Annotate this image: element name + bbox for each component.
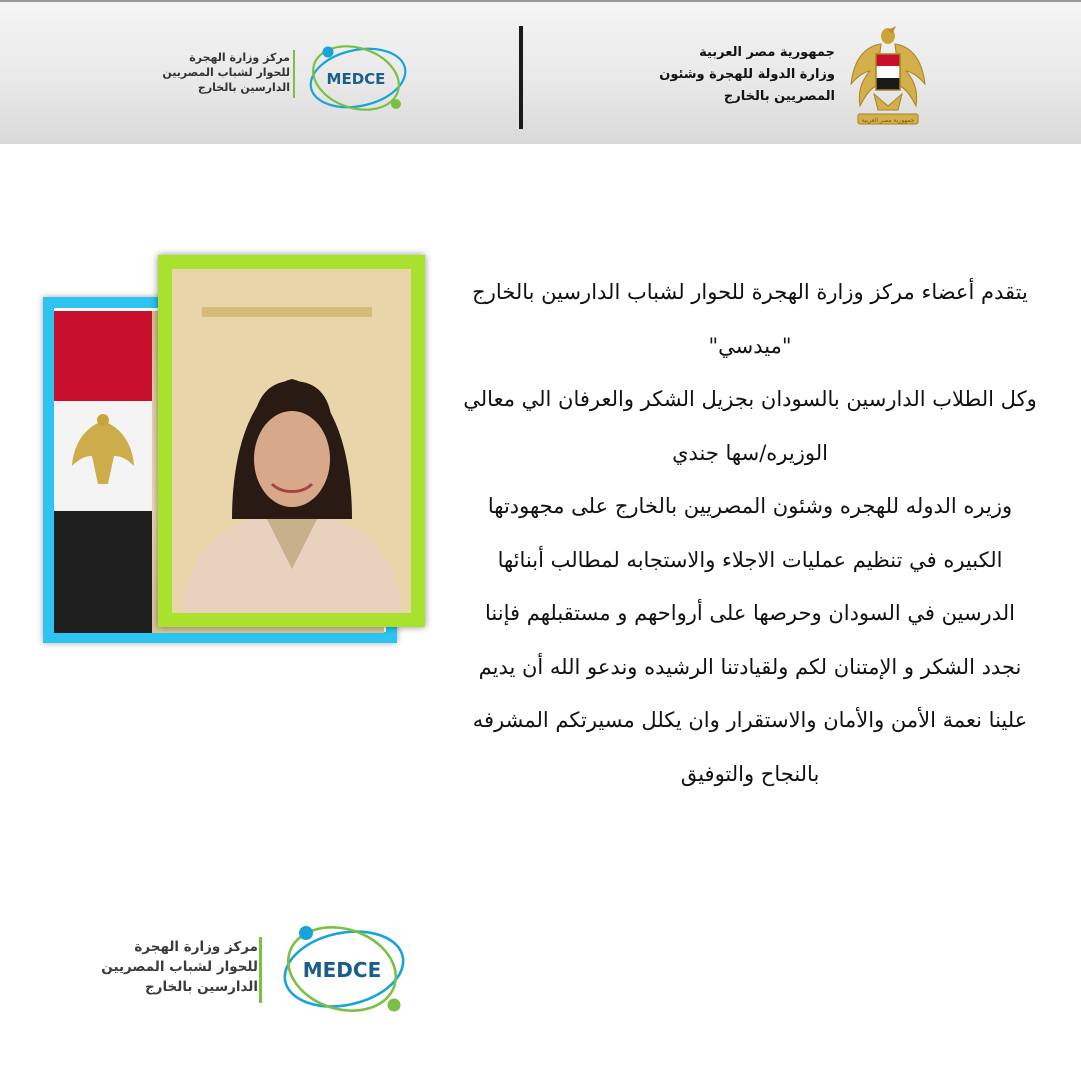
medce-name-line: مركز وزارة الهجرة bbox=[189, 51, 290, 64]
photo-collage bbox=[40, 255, 425, 655]
message-line: وزيره الدوله للهجره وشئون المصريين بالخارج على مجهودتها bbox=[487, 494, 1013, 518]
message-line: علينا نعمة الأمن والأمان والاستقرار وان يكلل مسيرتكم المشرفه bbox=[472, 708, 1028, 732]
ministry-line: وزارة الدولة للهجرة وشئون bbox=[659, 67, 835, 82]
flag-eagle-icon bbox=[54, 406, 152, 506]
medce-name-bottom bbox=[80, 937, 258, 997]
medce-name-line: الدارسين بالخارج bbox=[144, 979, 258, 995]
message-line: الوزيره/سها جندي bbox=[672, 440, 828, 465]
ministry-name bbox=[585, 42, 835, 108]
medce-name-line: الدارسين بالخارج bbox=[197, 81, 290, 94]
medce-logo-icon bbox=[300, 38, 412, 116]
message-line: وكل الطلاب الدارسين بالسودان بجزيل الشكر والعرفان الي معالي bbox=[463, 387, 1037, 411]
logo-divider bbox=[293, 50, 295, 98]
egypt-eagle-emblem-icon bbox=[848, 24, 928, 128]
logo-divider bbox=[259, 937, 262, 1003]
message-line: الدرسين في السودان وحرصها على أرواحهم و مستقبلهم فإننا bbox=[485, 601, 1015, 625]
message-line: يتقدم أعضاء مركز وزارة الهجرة للحوار لشباب الدارسين بالخارج bbox=[472, 280, 1028, 304]
flag-red-stripe bbox=[54, 311, 152, 401]
eagle-caption: جمهورية مصر العربية bbox=[861, 117, 915, 124]
medce-acronym: MEDCE bbox=[302, 958, 382, 982]
message-line: "ميدسي" bbox=[708, 333, 792, 358]
medce-name-line: مركز وزارة الهجرة bbox=[134, 939, 258, 955]
thanks-message bbox=[450, 266, 1050, 801]
message-line: بالنجاح والتوفيق bbox=[680, 761, 820, 786]
message-line: نجدد الشكر و الإمتنان لكم ولقيادتنا الرشيده وندعو الله أن يديم bbox=[478, 654, 1022, 679]
flag-black-stripe bbox=[54, 511, 152, 633]
medce-name-line: للحوار لشباب المصريين bbox=[101, 959, 258, 975]
minister-portrait bbox=[172, 269, 411, 613]
header-divider bbox=[519, 26, 523, 129]
ministry-line: المصريين بالخارج bbox=[723, 89, 835, 104]
medce-logo-bottom-icon bbox=[272, 915, 412, 1019]
ministry-line: جمهورية مصر العربية bbox=[699, 45, 835, 60]
medce-name bbox=[160, 50, 290, 95]
message-line: الكبيره في تنظيم عمليات الاجلاء والاستجابه لمطالب أبنائها bbox=[497, 547, 1003, 572]
medce-acronym: MEDCE bbox=[326, 70, 386, 88]
medce-name-line: للحوار لشباب المصريين bbox=[162, 66, 290, 79]
header-banner bbox=[0, 0, 1081, 144]
